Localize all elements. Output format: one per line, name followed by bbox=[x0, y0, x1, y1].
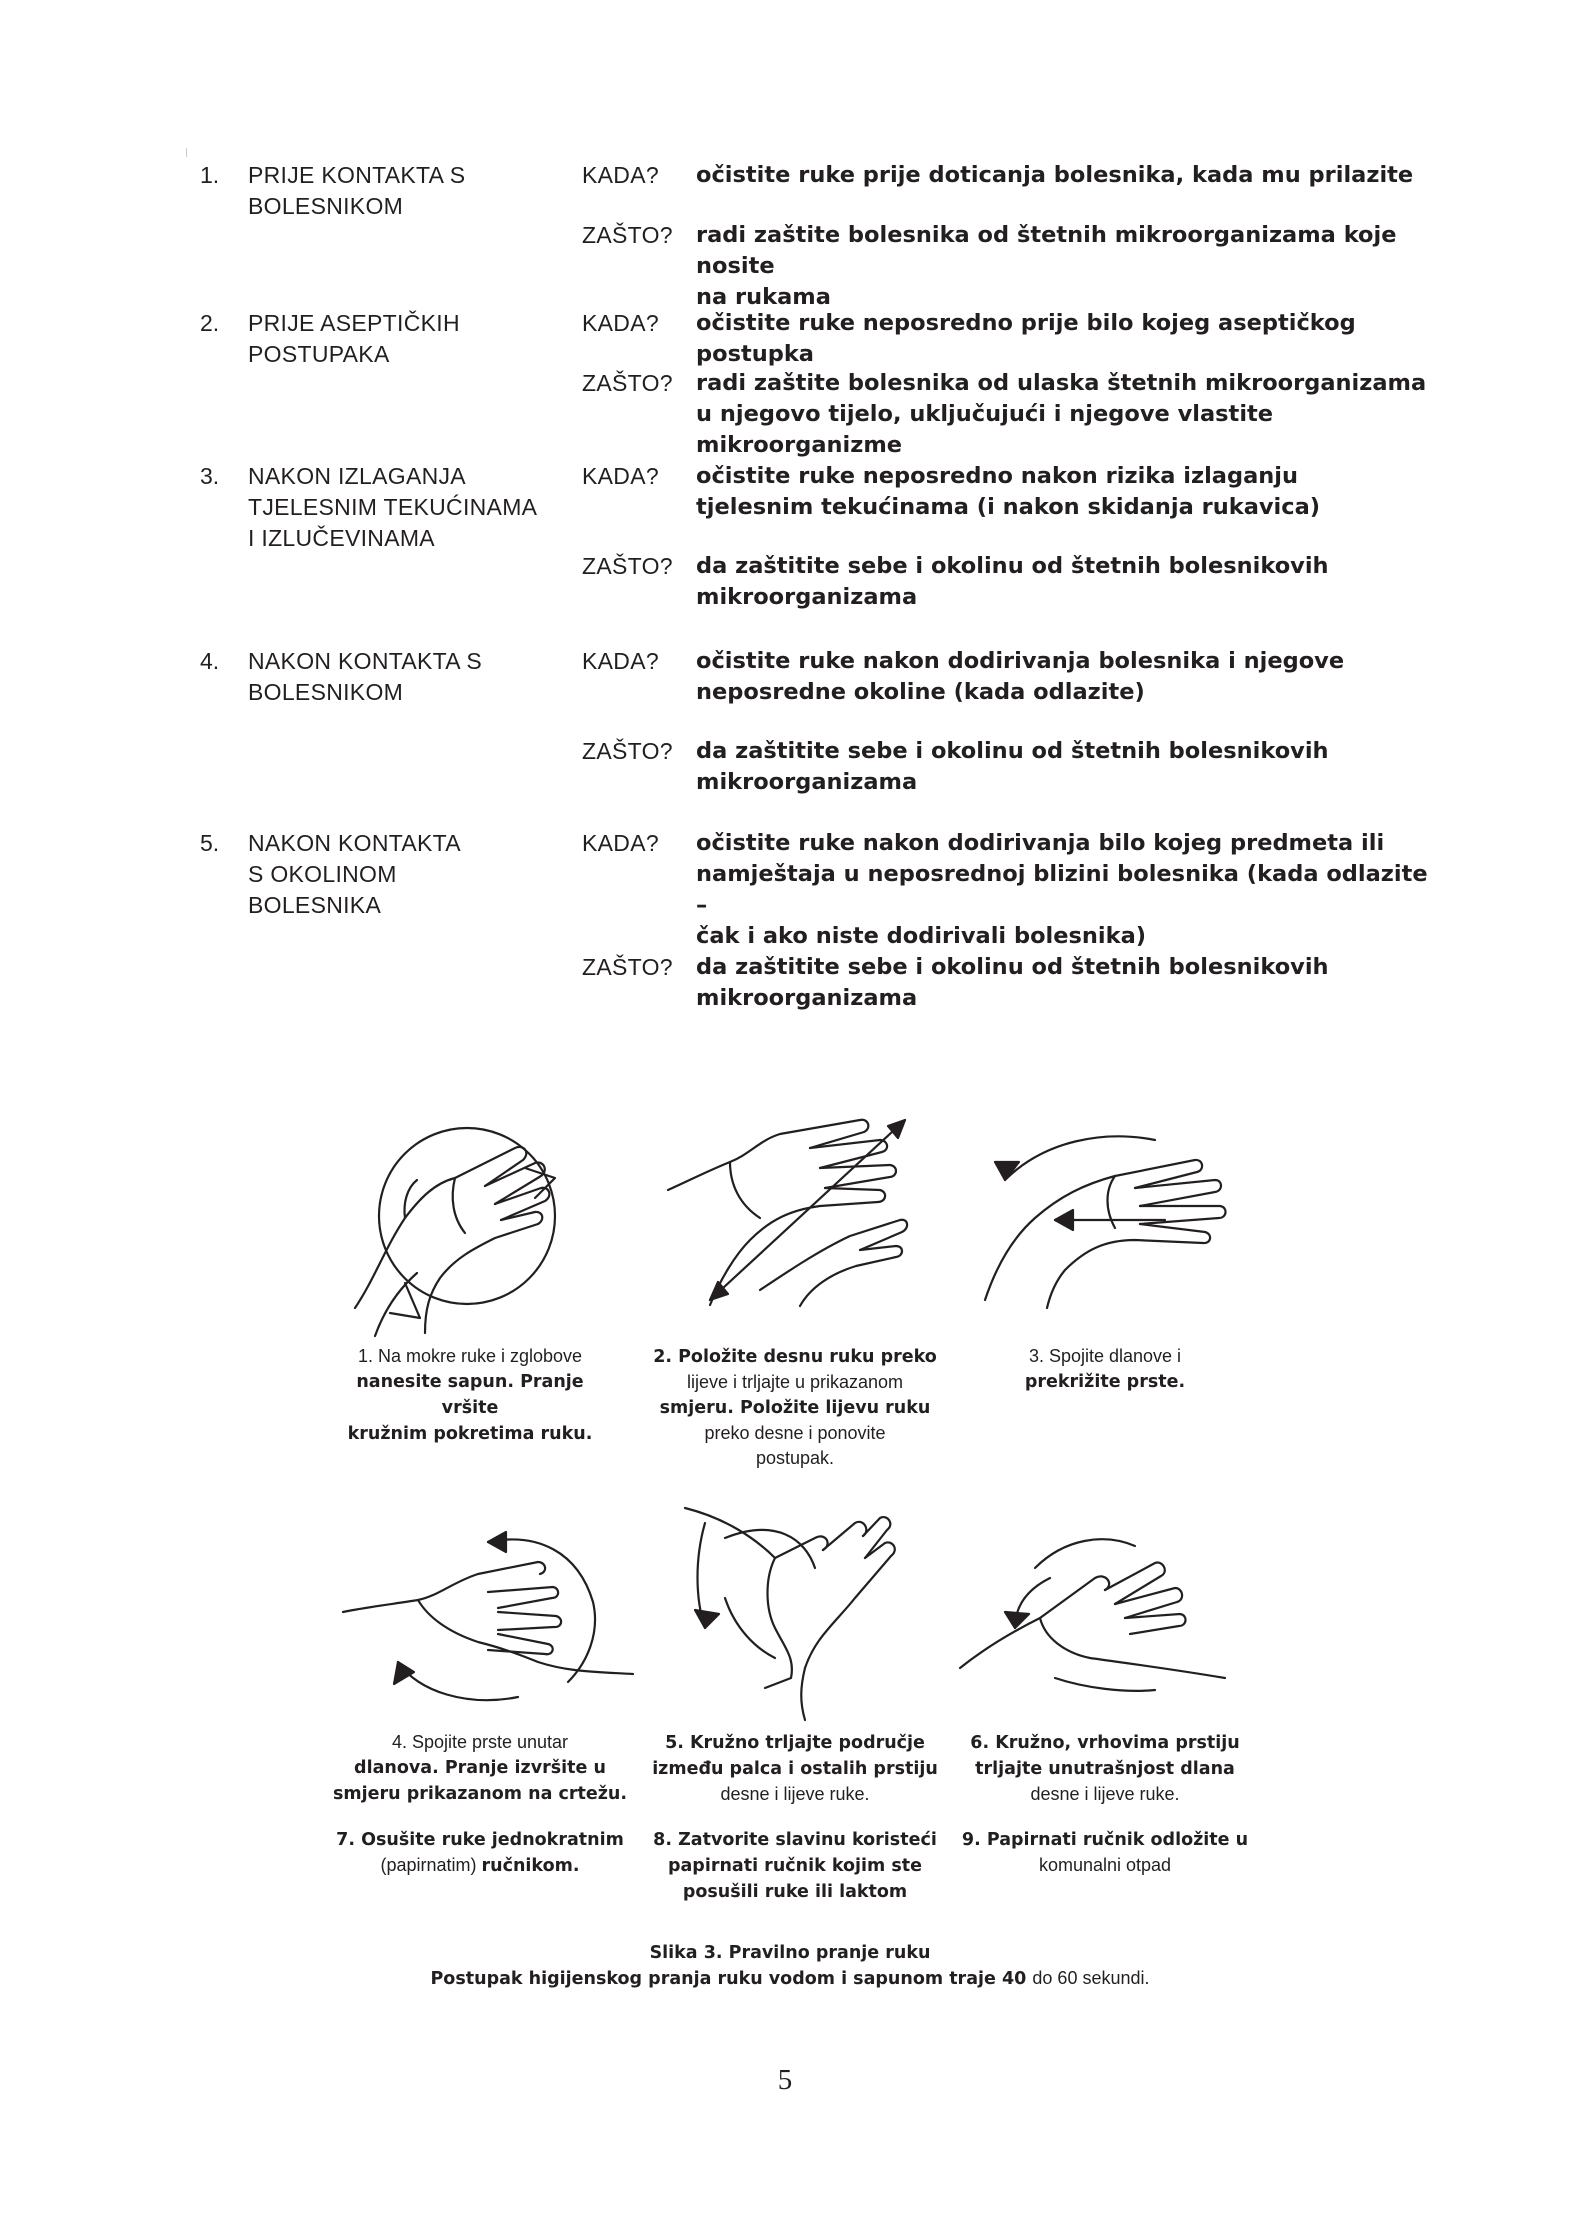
zasto-label: ZAŠTO? bbox=[582, 222, 673, 248]
caption-run: kružnim pokretima ruku. bbox=[347, 1424, 593, 1444]
caption-line bbox=[955, 1730, 1255, 1756]
moment-number: 2. bbox=[200, 310, 220, 336]
zasto-label: ZAŠTO? bbox=[582, 370, 673, 396]
moment-title-line: PRIJE ASEPTIČKIH bbox=[248, 310, 460, 336]
caption-run: komunalni otpad bbox=[1038, 1855, 1172, 1875]
zasto-answer-line: mikroorganizama bbox=[696, 985, 918, 1011]
zasto-answer-line: na rukama bbox=[696, 284, 831, 310]
step-9-caption bbox=[955, 1827, 1255, 1878]
kada-answer-line: tjelesnim tekućinama (i nakon skidanja rukavica) bbox=[696, 494, 1321, 520]
caption-line bbox=[955, 1853, 1255, 1878]
caption-run: prekrižite prste. bbox=[1024, 1372, 1186, 1392]
caption-line bbox=[645, 1344, 945, 1370]
caption-run: trljajte unutrašnjost dlana bbox=[975, 1759, 1235, 1779]
step-7-caption bbox=[330, 1827, 630, 1879]
caption-run: 4. Spojite prste unutar bbox=[391, 1732, 569, 1752]
caption-run: između palca i ostalih prstiju bbox=[652, 1759, 938, 1779]
step-3-caption bbox=[960, 1344, 1250, 1395]
step-4-illustration bbox=[338, 1512, 638, 1712]
kada-label: KADA? bbox=[582, 310, 659, 336]
caption-run: 2. Položite desnu ruku preko bbox=[653, 1347, 937, 1367]
caption-line bbox=[960, 1344, 1250, 1369]
kada-label: KADA? bbox=[582, 648, 659, 674]
step-2-caption bbox=[645, 1344, 945, 1471]
caption-line bbox=[330, 1781, 630, 1807]
caption-line bbox=[955, 1756, 1255, 1782]
caption-line bbox=[645, 1421, 945, 1446]
moment-title-line: S OKOLINOM bbox=[248, 861, 397, 887]
caption-line bbox=[645, 1395, 945, 1421]
caption-line bbox=[330, 1421, 610, 1447]
step-3-illustration bbox=[965, 1110, 1235, 1310]
step-5-illustration bbox=[665, 1498, 915, 1723]
caption-line bbox=[330, 1369, 610, 1421]
figure-caption-title: Slika 3. Pravilno pranje ruku bbox=[649, 1943, 931, 1963]
kada-answer-line: očistite ruke nakon dodirivanja bolesnika i njegove bbox=[696, 648, 1345, 674]
step-2-illustration bbox=[660, 1110, 920, 1310]
zasto-answer-line: radi zaštite bolesnika od ulaska štetnih mikroorganizama bbox=[696, 370, 1427, 396]
step-6-illustration bbox=[955, 1518, 1230, 1718]
caption-run: do 60 sekundi. bbox=[1032, 1968, 1150, 1988]
caption-run: smjeru prikazanom na crtežu. bbox=[333, 1784, 627, 1804]
caption-line bbox=[645, 1446, 945, 1471]
kada-label: KADA? bbox=[582, 830, 659, 856]
caption-run: smjeru. Položite lijevu ruku bbox=[659, 1398, 931, 1418]
caption-line bbox=[645, 1370, 945, 1395]
kada-answer-line: čak i ako niste dodirivali bolesnika) bbox=[696, 923, 1147, 949]
moment-number: 3. bbox=[200, 463, 220, 489]
zasto-label: ZAŠTO? bbox=[582, 954, 673, 980]
caption-line bbox=[645, 1879, 945, 1905]
step-8-caption bbox=[645, 1827, 945, 1905]
figure-caption-description bbox=[300, 1966, 1280, 1992]
moment-title-line: NAKON IZLAGANJA bbox=[248, 463, 466, 489]
caption-line bbox=[645, 1730, 945, 1756]
moment-number: 1. bbox=[200, 162, 220, 188]
caption-run: posušili ruke ili laktom bbox=[682, 1882, 908, 1902]
zasto-answer-line: mikroorganizama bbox=[696, 584, 918, 610]
caption-line bbox=[960, 1369, 1250, 1395]
kada-answer-line: neposredne okoline (kada odlazite) bbox=[696, 679, 1145, 705]
caption-run: desne i lijeve ruke. bbox=[1030, 1784, 1180, 1804]
caption-run: lijeve i trljajte u prikazanom bbox=[686, 1372, 904, 1392]
caption-run: Postupak higijenskog pranja ruku vodom i sapunom traje 40 bbox=[430, 1969, 1033, 1989]
moment-title-line: NAKON KONTAKTA S bbox=[248, 648, 482, 674]
caption-run: 1. Na mokre ruke i zglobove bbox=[357, 1346, 583, 1366]
caption-run: 8. Zatvorite slavinu koristeći bbox=[653, 1830, 937, 1850]
step-1-caption bbox=[330, 1344, 610, 1447]
moment-number: 5. bbox=[200, 830, 220, 856]
zasto-answer-line: da zaštitite sebe i okolinu od štetnih bolesnikovih bbox=[696, 738, 1329, 764]
caption-run: papirnati ručnik kojim ste bbox=[667, 1856, 923, 1876]
caption-line bbox=[330, 1827, 630, 1853]
zasto-label: ZAŠTO? bbox=[582, 738, 673, 764]
caption-line bbox=[330, 1344, 610, 1369]
page-number: 5 bbox=[777, 2064, 793, 2096]
caption-run: (papirnatim) bbox=[380, 1855, 482, 1875]
caption-line bbox=[955, 1827, 1255, 1853]
caption-line bbox=[645, 1853, 945, 1879]
moment-title-line: BOLESNIKA bbox=[248, 892, 382, 918]
kada-answer-line: očistite ruke neposredno nakon rizika izlaganju bbox=[696, 463, 1298, 489]
moment-title-line: I IZLUČEVINAMA bbox=[248, 525, 435, 551]
kada-answer-line: namještaja u neposrednoj blizini bolesnika (kada odlazite – bbox=[696, 861, 1428, 918]
caption-run: postupak. bbox=[755, 1448, 835, 1468]
zasto-answer-line: da zaštitite sebe i okolinu od štetnih bolesnikovih bbox=[696, 553, 1329, 579]
caption-run: ručnikom. bbox=[481, 1856, 580, 1876]
step-1-illustration bbox=[345, 1108, 585, 1340]
caption-line bbox=[955, 1782, 1255, 1807]
moment-title-line: PRIJE KONTAKTA S bbox=[248, 162, 466, 188]
caption-line bbox=[330, 1755, 630, 1781]
moment-number: 4. bbox=[200, 648, 220, 674]
step-4-caption bbox=[330, 1730, 630, 1807]
caption-line bbox=[330, 1730, 630, 1755]
caption-run: 3. Spojite dlanove i bbox=[1028, 1346, 1182, 1366]
zasto-answer-line: u njegovo tijelo, uključujući i njegove vlastite mikroorganizme bbox=[696, 401, 1274, 458]
zasto-label: ZAŠTO? bbox=[582, 553, 673, 579]
moment-title-line: TJELESNIM TEKUĆINAMA bbox=[248, 494, 538, 520]
kada-label: KADA? bbox=[582, 162, 659, 188]
kada-answer-line: očistite ruke neposredno prije bilo kojeg aseptičkog postupka bbox=[696, 310, 1356, 367]
figure-caption bbox=[300, 1941, 1280, 1992]
zasto-answer-line: da zaštitite sebe i okolinu od štetnih bolesnikovih bbox=[696, 954, 1329, 980]
moment-title-line: BOLESNIKOM bbox=[248, 193, 404, 219]
caption-line bbox=[330, 1853, 630, 1879]
zasto-answer-line: radi zaštite bolesnika od štetnih mikroorganizama koje nosite bbox=[696, 222, 1397, 279]
kada-answer-line: očistite ruke prije doticanja bolesnika, kada mu prilazite bbox=[696, 162, 1414, 188]
caption-run: nanesite sapun. Pranje vršite bbox=[356, 1372, 584, 1418]
step-5-caption bbox=[645, 1730, 945, 1807]
caption-run: 5. Kružno trljajte područje bbox=[665, 1733, 925, 1753]
moment-title-line: NAKON KONTAKTA bbox=[248, 830, 461, 856]
caption-run: desne i lijeve ruke. bbox=[720, 1784, 870, 1804]
caption-line bbox=[645, 1827, 945, 1853]
kada-answer-line: očistite ruke nakon dodirivanja bilo kojeg predmeta ili bbox=[696, 830, 1385, 856]
caption-line bbox=[645, 1782, 945, 1807]
caption-run: 6. Kružno, vrhovima prstiju bbox=[970, 1733, 1240, 1753]
caption-run: 9. Papirnati ručnik odložite u bbox=[961, 1830, 1249, 1850]
kada-label: KADA? bbox=[582, 463, 659, 489]
caption-run: preko desne i ponovite bbox=[704, 1423, 886, 1443]
zasto-answer-line: mikroorganizama bbox=[696, 769, 918, 795]
step-6-caption bbox=[955, 1730, 1255, 1807]
caption-line bbox=[645, 1756, 945, 1782]
caption-run: dlanova. Pranje izvršite u bbox=[354, 1758, 606, 1778]
moment-title-line: BOLESNIKOM bbox=[248, 679, 404, 705]
caption-run: 7. Osušite ruke jednokratnim bbox=[336, 1830, 624, 1850]
moment-title-line: POSTUPAKA bbox=[248, 341, 390, 367]
